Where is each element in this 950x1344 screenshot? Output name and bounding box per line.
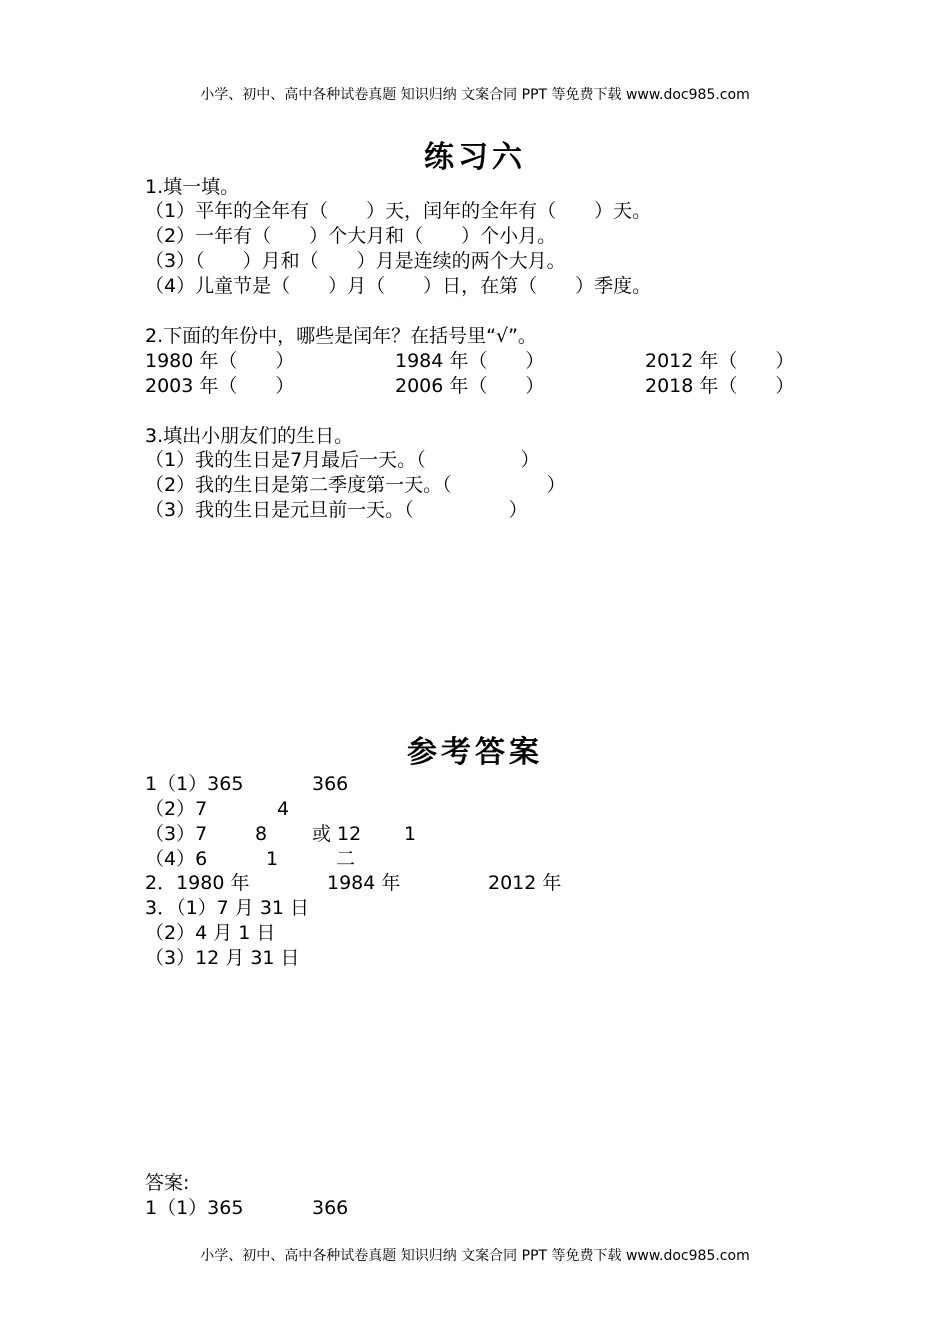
answer-1-3-b: 8 [255, 823, 268, 845]
answer-1-3-a: （3）7 [145, 823, 208, 845]
q2-heading: 2.下面的年份中，哪些是闰年？在括号里“√”。 [145, 325, 537, 347]
q3-item-1: （1）我的生日是7月最后一天。（ ） [145, 449, 540, 471]
answer-1-2-b: 4 [277, 798, 290, 820]
q3-item-2: （2）我的生日是第二季度第一天。（ ） [145, 474, 566, 496]
answer-3-1: 3．（1）7 月 31 日 [145, 897, 310, 919]
answers-repeat-b: 366 [312, 1197, 349, 1219]
q1-item-4: （4）儿童节是（ ）月（ ）日，在第（ ）季度。 [145, 275, 652, 297]
answer-2-b: 1984 年 [327, 872, 401, 894]
answer-1-3-d: 1 [404, 823, 417, 845]
exercise-title: 练习六 [424, 140, 526, 175]
answer-1-4-c: 二 [336, 848, 356, 870]
page-footer: 小学、初中、高中各种试卷真题 知识归纳 文案合同 PPT 等免费下载 www.doc985.com [200, 1248, 750, 1264]
q1-item-3: （3）（ ）月和（ ）月是连续的两个大月。 [145, 250, 566, 272]
answer-3-2: （2）4 月 1 日 [145, 922, 276, 944]
year-1984: 1984 年（ ） [395, 350, 545, 372]
q1-item-2: （2）一年有（ ）个大月和（ ）个小月。 [145, 225, 557, 247]
year-2006: 2006 年（ ） [395, 375, 545, 397]
answer-2-c: 2012 年 [488, 872, 562, 894]
q3-heading: 3.填出小朋友们的生日。 [145, 425, 354, 447]
answers-repeat-a: 1（1）365 [145, 1197, 244, 1219]
answers-title: 参考答案 [407, 735, 543, 770]
page-header: 小学、初中、高中各种试卷真题 知识归纳 文案合同 PPT 等免费下载 www.doc985.com [200, 87, 750, 103]
year-2003: 2003 年（ ） [145, 375, 295, 397]
answers-repeat-label: 答案: [145, 1172, 190, 1194]
answer-1-2-a: （2）7 [145, 798, 208, 820]
q1-heading: 1.填一填。 [145, 176, 240, 198]
answer-1-1-a: 1（1）365 [145, 773, 244, 795]
answer-3-3: （3）12 月 31 日 [145, 947, 300, 969]
q1-item-1: （1）平年的全年有（ ）天，闰年的全年有（ ）天。 [145, 200, 652, 222]
q3-item-3: （3）我的生日是元旦前一天。（ ） [145, 499, 528, 521]
answer-1-3-c: 或 12 [312, 823, 362, 845]
answer-1-4-b: 1 [266, 848, 279, 870]
year-1980: 1980 年（ ） [145, 350, 295, 372]
answer-1-1-b: 366 [312, 773, 349, 795]
year-2012: 2012 年（ ） [645, 350, 795, 372]
answer-1-4-a: （4）6 [145, 848, 208, 870]
answer-2-a: 2．1980 年 [145, 872, 250, 894]
year-2018: 2018 年（ ） [645, 375, 795, 397]
